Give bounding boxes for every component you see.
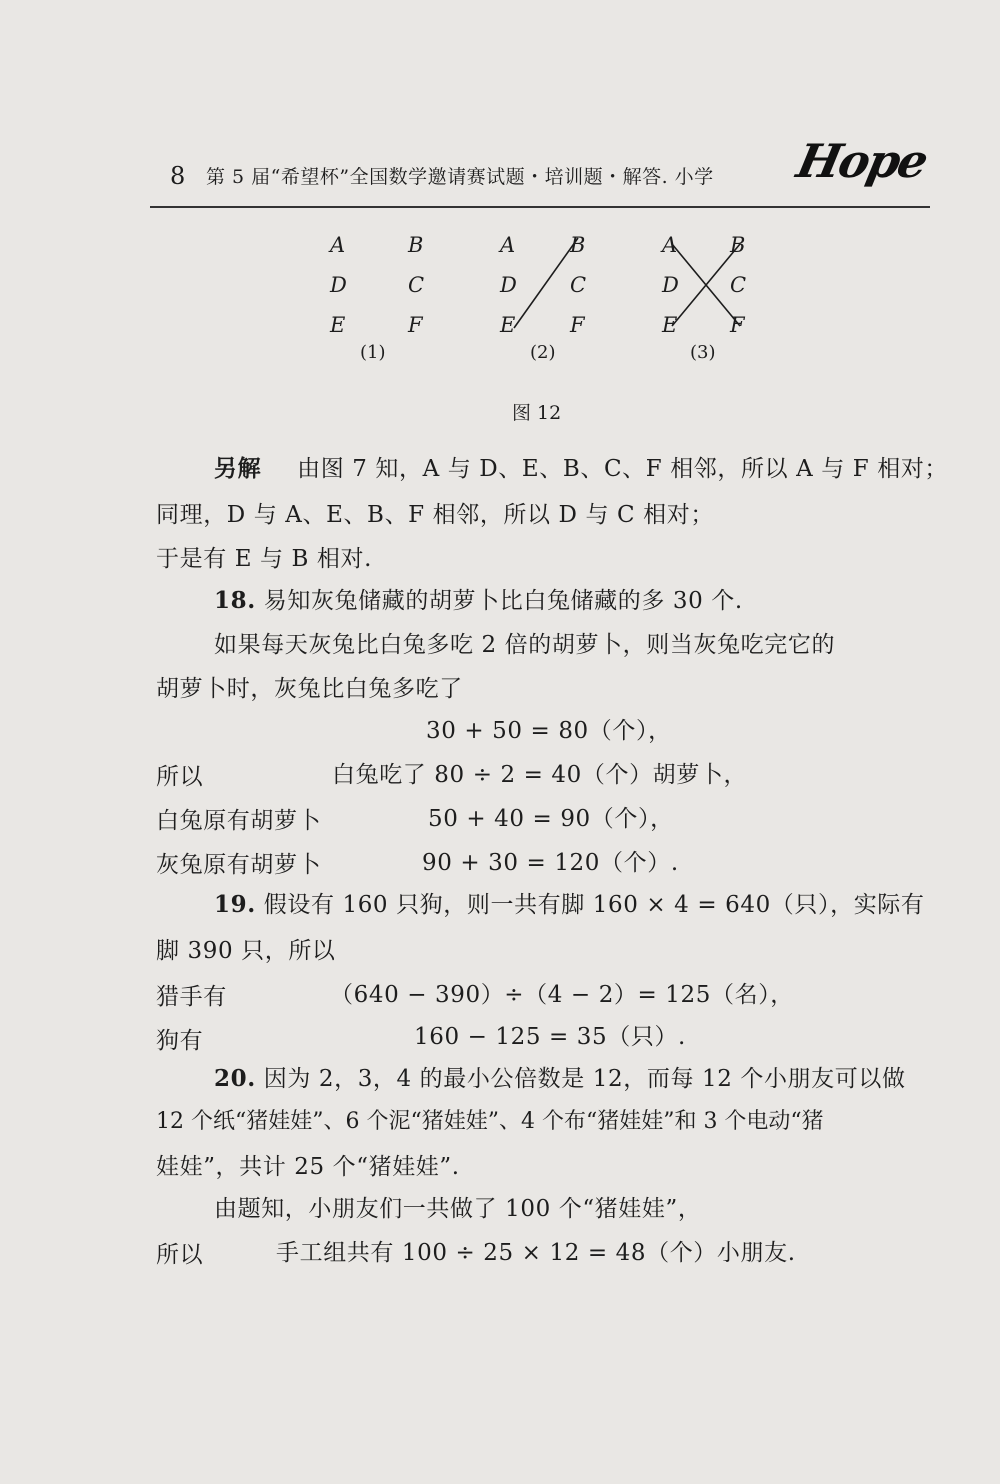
panel1-label-f: F — [408, 313, 423, 337]
p18-line-1 — [214, 582, 743, 615]
p18-line-3: 胡萝卜时，灰兔比白兔多吃了 — [156, 676, 463, 702]
panel1-label-b: B — [408, 233, 424, 257]
alt-solution-line-2: 同理，D 与 A、E、B、F 相邻，所以 D 与 C 相对； — [156, 502, 714, 528]
panel1-label-c: C — [408, 273, 425, 297]
panel3-label-d: D — [662, 273, 679, 297]
p19-label-dog: 狗有 — [156, 1028, 204, 1054]
hope-logo: Hope — [792, 134, 932, 188]
p20-line-1 — [214, 1060, 906, 1093]
p19-label-hunter: 猎手有 — [156, 984, 227, 1010]
alt-solution-lead: 另解 — [214, 455, 262, 482]
panel3-label-f: F — [730, 313, 745, 337]
alt-solution-text-1: 由图 7 知，A 与 D、E、B、C、F 相邻，所以 A 与 F 相对； — [297, 456, 949, 482]
p18-label-white: 白兔原有胡萝卜 — [156, 808, 322, 834]
panel2-label-f: F — [570, 313, 585, 337]
p20-text-1: 因为 2，3，4 的最小公倍数是 12，而每 12 个小朋友可以做 — [263, 1066, 906, 1092]
p19-equation-1: （640 − 390）÷（4 − 2）= 125（名）， — [330, 982, 794, 1008]
p18-number: 18. — [214, 587, 256, 614]
panel2-label-c: C — [570, 273, 587, 297]
panel2-line-b-e — [514, 238, 578, 328]
panel3-label-e: E — [662, 313, 678, 337]
p18-line-2: 如果每天灰兔比白兔多吃 2 倍的胡萝卜，则当灰兔吃完它的 — [214, 632, 836, 658]
figure-12 — [320, 226, 780, 426]
panel3-label-c: C — [730, 273, 747, 297]
p20-line-4: 由题知，小朋友们一共做了 100 个“猪娃娃”， — [214, 1196, 702, 1222]
p18-label-gray: 灰兔原有胡萝卜 — [156, 852, 322, 878]
panel3-label-b: B — [730, 233, 746, 257]
p18-label-so: 所以 — [156, 764, 204, 790]
panel2-label-d: D — [500, 273, 517, 297]
panel2-label-a: A — [500, 233, 516, 257]
figure-caption: 图 12 — [512, 402, 562, 424]
page-header — [150, 134, 932, 208]
panel1-label-d: D — [330, 273, 347, 297]
panel3-caption: (3) — [690, 342, 716, 363]
p20-line-3: 娃娃”，共计 25 个“猪娃娃”. — [156, 1154, 460, 1180]
p19-line-2: 脚 390 只，所以 — [156, 938, 336, 964]
panel1-caption: (1) — [360, 342, 386, 363]
alt-solution-line-3: 于是有 E 与 B 相对. — [156, 546, 373, 572]
p18-equation-1: 30 + 50 = 80（个）， — [426, 718, 672, 744]
header-rule — [150, 206, 930, 208]
p20-number: 20. — [214, 1065, 256, 1092]
p18-text-1: 易知灰兔储藏的胡萝卜比白兔储藏的多 30 个. — [263, 588, 743, 614]
page-number: 8 — [170, 162, 186, 190]
panel3-label-a: A — [662, 233, 678, 257]
p20-label-so: 所以 — [156, 1242, 204, 1268]
p19-line-1 — [214, 886, 925, 919]
p20-line-2: 12 个纸“猪娃娃”、6 个泥“猪娃娃”、4 个布“猪娃娃”和 3 个电动“猪 — [156, 1109, 824, 1134]
p18-equation-2: 白兔吃了 80 ÷ 2 = 40（个）胡萝卜， — [332, 762, 748, 788]
panel2-caption: (2) — [530, 342, 556, 363]
panel2-label-b: B — [570, 233, 586, 257]
panel1-label-e: E — [330, 313, 346, 337]
p18-equation-4: 90 + 30 = 120（个）. — [422, 850, 679, 876]
p19-equation-2: 160 − 125 = 35（只）. — [414, 1024, 686, 1050]
panel2-label-e: E — [500, 313, 516, 337]
p19-number: 19. — [214, 891, 256, 918]
alt-solution-line-1 — [214, 450, 948, 483]
p18-equation-3: 50 + 40 = 90（个）， — [428, 806, 674, 832]
running-title: 第 5 届“希望杯”全国数学邀请赛试题・培训题・解答. 小学 — [206, 166, 714, 188]
p19-text-1: 假设有 160 只狗，则一共有脚 160 × 4 = 640（只），实际有 — [263, 892, 925, 918]
figure-12-diagram — [320, 226, 780, 386]
p20-equation: 手工组共有 100 ÷ 25 × 12 = 48（个）小朋友. — [276, 1240, 796, 1266]
panel1-label-a: A — [330, 233, 346, 257]
